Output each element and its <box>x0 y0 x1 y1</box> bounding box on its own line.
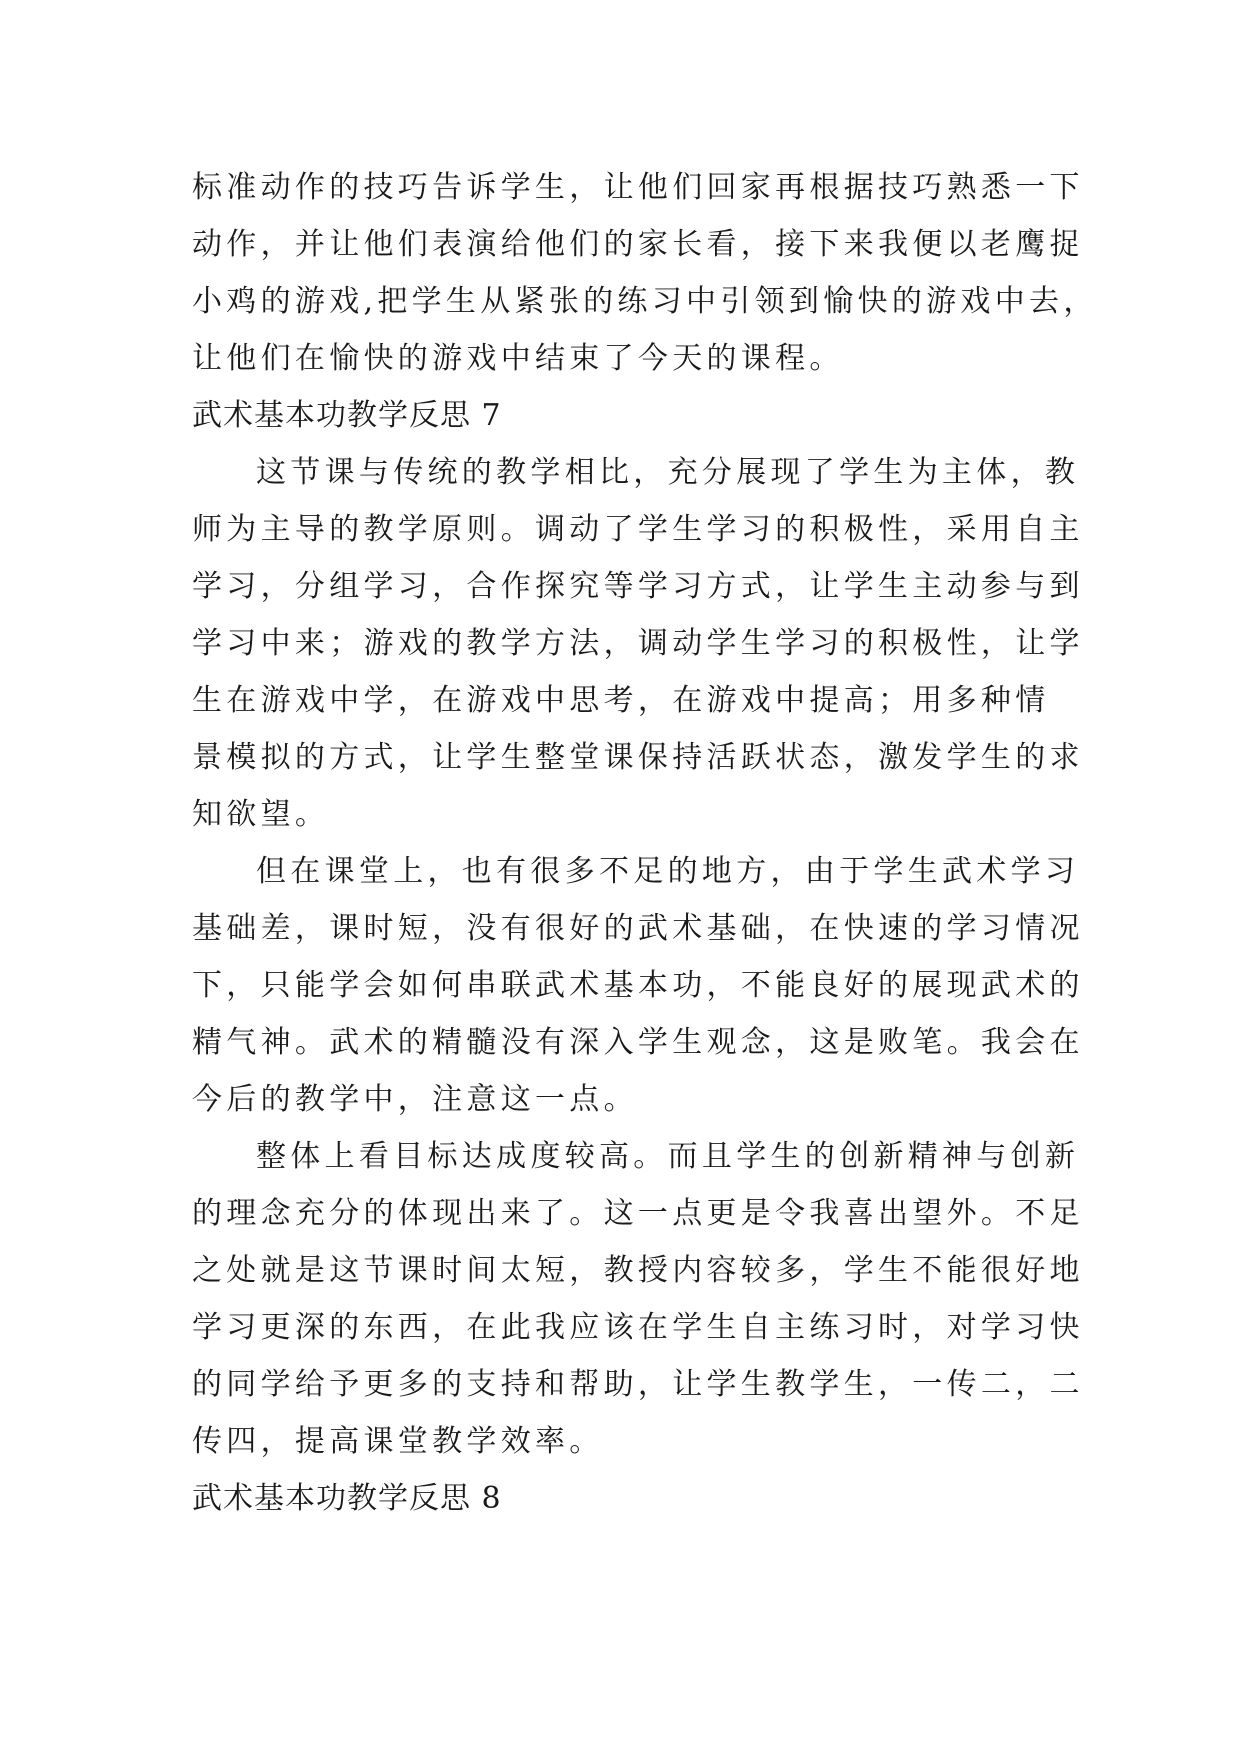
text-line: 精气神。武术的精髓没有深入学生观念，这是败笔。我会在 <box>192 1025 1084 1060</box>
text-line: 生在游戏中学，在游戏中思考，在游戏中提高；用多种情 <box>192 683 1050 718</box>
paragraph-first-line: 但在课堂上，也有很多不足的地方，由于学生武术学习 <box>256 854 1080 889</box>
paragraph-first-line: 这节课与传统的教学相比，充分展现了学生为主体，教 <box>256 455 1080 490</box>
text-line: 学习更深的东西，在此我应该在学生自主练习时，对学习快 <box>192 1310 1084 1345</box>
text-line: 小鸡的游戏,把学生从紧张的练习中引领到愉快的游戏中去， <box>192 284 1098 319</box>
section-heading: 武术基本功教学反思 7 <box>192 398 502 433</box>
text-line: 学习，分组学习，合作探究等学习方式，让学生主动参与到 <box>192 569 1084 604</box>
text-line: 传四，提高课堂教学效率。 <box>192 1424 604 1459</box>
text-line: 之处就是这节课时间太短，教授内容较多，学生不能很好地 <box>192 1253 1084 1288</box>
text-line: 标准动作的技巧告诉学生，让他们回家再根据技巧熟悉一下 <box>192 170 1084 205</box>
text-line: 景模拟的方式，让学生整堂课保持活跃状态，激发学生的求 <box>192 740 1084 775</box>
text-line: 学习中来；游戏的教学方法，调动学生学习的积极性，让学 <box>192 626 1084 661</box>
text-line: 知欲望。 <box>192 797 330 832</box>
text-line: 的理念充分的体现出来了。这一点更是令我喜出望外。不足 <box>192 1196 1084 1231</box>
text-line: 让他们在愉快的游戏中结束了今天的课程。 <box>192 341 844 376</box>
section-heading: 武术基本功教学反思 8 <box>192 1481 502 1516</box>
text-line: 基础差，课时短，没有很好的武术基础，在快速的学习情况 <box>192 911 1084 946</box>
text-line: 动作，并让他们表演给他们的家长看，接下来我便以老鹰捉 <box>192 227 1084 262</box>
text-line: 今后的教学中，注意这一点。 <box>192 1082 638 1117</box>
text-line: 下，只能学会如何串联武术基本功，不能良好的展现武术的 <box>192 968 1084 1003</box>
paragraph-first-line: 整体上看目标达成度较高。而且学生的创新精神与创新 <box>256 1139 1080 1174</box>
text-line: 师为主导的教学原则。调动了学生学习的积极性，采用自主 <box>192 512 1084 547</box>
text-line: 的同学给予更多的支持和帮助，让学生教学生，一传二，二 <box>192 1367 1084 1402</box>
